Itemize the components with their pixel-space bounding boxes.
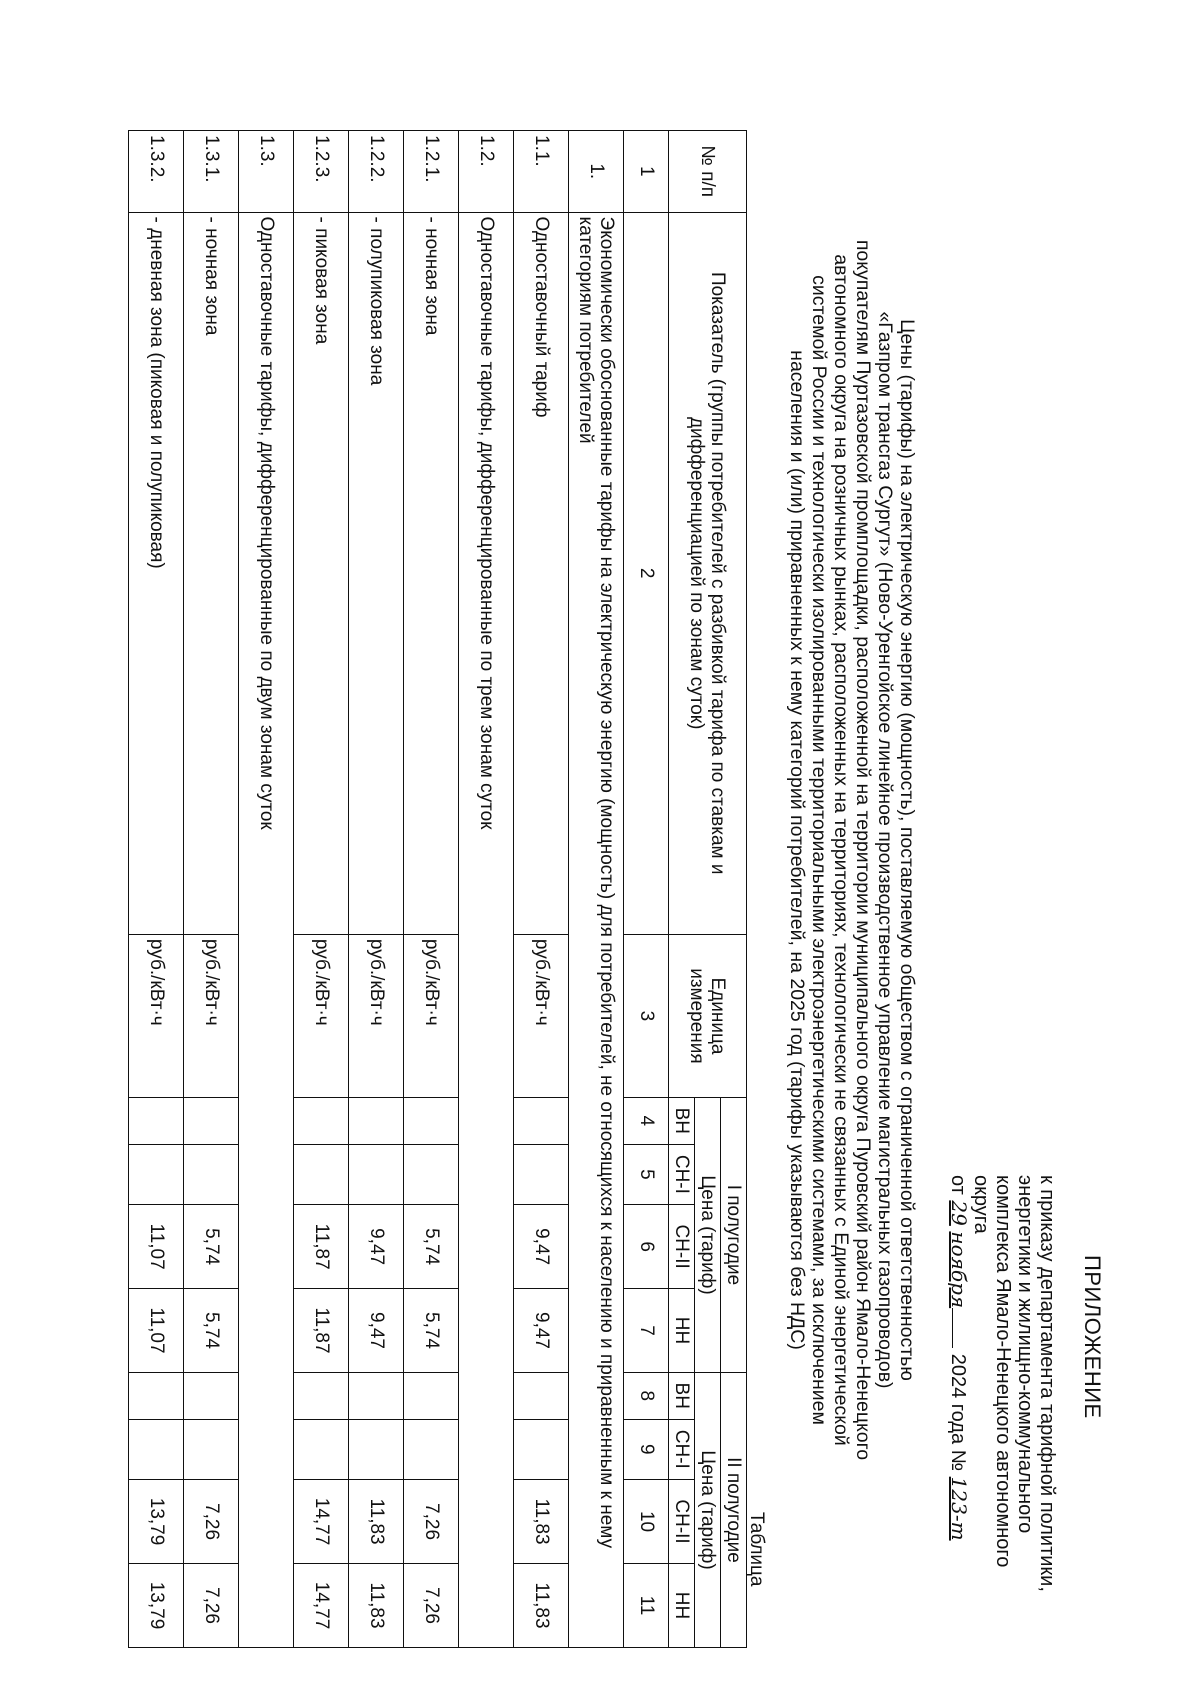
row-unit: руб./кВт·ч bbox=[184, 934, 239, 1097]
cell-value: 11,07 bbox=[129, 1289, 184, 1373]
date-year: 2024 года № bbox=[947, 1353, 969, 1472]
heading-line: населения и (или) приравненных к нему категорий потребителей, на 2025 год (тарифы указываются без НДС) bbox=[786, 350, 808, 1350]
tariff-table bbox=[128, 130, 747, 1648]
cell-value: 9,47 bbox=[349, 1205, 404, 1289]
cell-value bbox=[404, 1419, 459, 1480]
header-level: НН bbox=[669, 1289, 695, 1373]
column-number: 10 bbox=[624, 1480, 669, 1564]
row-num: 1.2.2. bbox=[349, 131, 404, 213]
table-row bbox=[459, 131, 514, 1648]
cell-value: 5,74 bbox=[404, 1289, 459, 1373]
cell-value: 9,47 bbox=[349, 1289, 404, 1373]
row-indicator: - ночная зона bbox=[404, 212, 459, 934]
cell-value bbox=[404, 1098, 459, 1145]
cell-value bbox=[184, 1098, 239, 1145]
cell-value: 11,87 bbox=[294, 1289, 349, 1373]
cell-value bbox=[184, 1419, 239, 1480]
cell-value bbox=[349, 1098, 404, 1145]
header-level: СН-I bbox=[669, 1419, 695, 1480]
table-row bbox=[129, 131, 184, 1648]
row-num: 1.2.1. bbox=[404, 131, 459, 213]
column-number: 2 bbox=[624, 212, 669, 934]
header-level: СН-II bbox=[669, 1205, 695, 1289]
appendix-line: энергетики и жилищно-коммунального bbox=[1014, 1175, 1036, 1534]
header-row bbox=[721, 131, 747, 1648]
row-num: 1.3. bbox=[239, 131, 294, 213]
cell-value bbox=[514, 1144, 569, 1205]
heading-line: Цены (тарифы) на электрическую энергию (мощность), поставляемую обществом с ограниченной ответственностью bbox=[896, 319, 918, 1381]
table-caption: Таблица bbox=[746, 1512, 767, 1587]
row-indicator: Одноставочный тариф bbox=[514, 212, 569, 934]
cell-value: 7,26 bbox=[184, 1563, 239, 1647]
header-num: № п/п bbox=[669, 131, 747, 213]
header-level: НН bbox=[669, 1563, 695, 1647]
date-prefix: от bbox=[947, 1175, 969, 1195]
cell-value bbox=[129, 1144, 184, 1205]
column-number: 11 bbox=[624, 1563, 669, 1647]
appendix-line: к приказу департамента тарифной политики, bbox=[1036, 1175, 1058, 1592]
row-num: 1.3.2. bbox=[129, 131, 184, 213]
cell-value: 11,83 bbox=[514, 1480, 569, 1564]
header-half-1: I полугодие bbox=[721, 1098, 747, 1373]
row-indicator: - ночная зона bbox=[184, 212, 239, 934]
row-num: 1. bbox=[569, 131, 624, 213]
header-price: Цена (тариф) bbox=[695, 1098, 721, 1373]
cell-value: 5,74 bbox=[184, 1205, 239, 1289]
cell-value bbox=[184, 1144, 239, 1205]
row-unit: руб./кВт·ч bbox=[404, 934, 459, 1097]
cell-value bbox=[129, 1098, 184, 1145]
cell-value bbox=[514, 1419, 569, 1480]
appendix-title: ПРИЛОЖЕНИЕ bbox=[1080, 1255, 1105, 1419]
cell-value bbox=[404, 1372, 459, 1419]
column-number: 5 bbox=[624, 1144, 669, 1205]
appendix-date-line bbox=[947, 1175, 970, 1635]
cell-value: 13,79 bbox=[129, 1480, 184, 1564]
appendix-line: комплекса Ямало-Ненецкого автономного bbox=[992, 1175, 1014, 1568]
cell-value: 11,83 bbox=[349, 1480, 404, 1564]
cell-value bbox=[129, 1419, 184, 1480]
cell-value bbox=[404, 1144, 459, 1205]
row-unit: руб./кВт·ч bbox=[514, 934, 569, 1097]
cell-value: 7,26 bbox=[404, 1480, 459, 1564]
row-indicator: - дневная зона (пиковая и полупиковая) bbox=[129, 212, 184, 934]
order-number: 123-т bbox=[947, 1476, 971, 1541]
document-heading bbox=[786, 95, 918, 1605]
row-indicator: - полупиковая зона bbox=[349, 212, 404, 934]
header-level: ВН bbox=[669, 1098, 695, 1145]
table-row bbox=[569, 131, 624, 1648]
cell-value: 11,83 bbox=[514, 1563, 569, 1647]
cell-value bbox=[294, 1419, 349, 1480]
row-num: 1.2. bbox=[459, 131, 514, 213]
header-level: СН-II bbox=[669, 1480, 695, 1564]
header-price: Цена (тариф) bbox=[695, 1372, 721, 1647]
date-day: 29 bbox=[947, 1200, 971, 1226]
cell-value bbox=[184, 1372, 239, 1419]
column-number: 6 bbox=[624, 1205, 669, 1289]
cell-value bbox=[294, 1098, 349, 1145]
cell-value bbox=[514, 1372, 569, 1419]
column-number: 9 bbox=[624, 1419, 669, 1480]
date-month: ноября bbox=[947, 1231, 971, 1309]
cell-value: 11,83 bbox=[349, 1563, 404, 1647]
heading-line: «Газпром трансгаз Сургут» (Ново-Уренгойское линейное производственное управление магистральных газопроводов) bbox=[874, 311, 896, 1389]
table-row bbox=[514, 131, 569, 1648]
cell-value bbox=[294, 1144, 349, 1205]
table-row bbox=[239, 131, 294, 1648]
cell-value: 11,07 bbox=[129, 1205, 184, 1289]
row-unit: руб./кВт·ч bbox=[349, 934, 404, 1097]
section-title: Одноставочные тарифы, дифференцированные по трем зонам суток bbox=[459, 212, 514, 1647]
cell-value bbox=[349, 1144, 404, 1205]
header-half-2: II полугодие bbox=[721, 1372, 747, 1647]
section-title: Экономически обоснованные тарифы на электрическую энергию (мощность) для потребителей, не относящихся к населению и приравненным к нему категориям потребителей bbox=[569, 212, 624, 1647]
header-unit: Единица измерения bbox=[669, 934, 747, 1097]
table-row bbox=[184, 131, 239, 1648]
section-title: Одноставочные тарифы, дифференцированные по двум зонам суток bbox=[239, 212, 294, 1647]
cell-value: 7,26 bbox=[404, 1563, 459, 1647]
table-row bbox=[294, 131, 349, 1648]
row-num: 1.2.3. bbox=[294, 131, 349, 213]
cell-value: 11,87 bbox=[294, 1205, 349, 1289]
column-number: 4 bbox=[624, 1098, 669, 1145]
column-number: 1 bbox=[624, 131, 669, 213]
cell-value: 14,77 bbox=[294, 1563, 349, 1647]
cell-value bbox=[349, 1419, 404, 1480]
cell-value bbox=[294, 1372, 349, 1419]
row-indicator: - пиковая зона bbox=[294, 212, 349, 934]
table-row bbox=[404, 131, 459, 1648]
row-num: 1.3.1. bbox=[184, 131, 239, 213]
row-unit: руб./кВт·ч bbox=[129, 934, 184, 1097]
column-number: 3 bbox=[624, 934, 669, 1097]
column-number: 8 bbox=[624, 1372, 669, 1419]
heading-line: покупателям Пуртазовской промплощадки, расположенной на территории муниципального округа Пуровский район Ямало-Ненецкого bbox=[852, 239, 874, 1461]
cell-value bbox=[514, 1098, 569, 1145]
row-unit: руб./кВт·ч bbox=[294, 934, 349, 1097]
header-indicator: Показатель (группы потребителей с разбивкой тарифа по ставкам и дифференциацией по зонам суток) bbox=[669, 212, 747, 934]
appendix-reference bbox=[947, 1175, 1058, 1635]
row-num: 1.1. bbox=[514, 131, 569, 213]
cell-value bbox=[129, 1372, 184, 1419]
column-number: 7 bbox=[624, 1289, 669, 1373]
cell-value: 5,74 bbox=[184, 1289, 239, 1373]
table-row bbox=[349, 131, 404, 1648]
cell-value: 14,77 bbox=[294, 1480, 349, 1564]
cell-value: 5,74 bbox=[404, 1205, 459, 1289]
cell-value: 7,26 bbox=[184, 1480, 239, 1564]
cell-value: 9,47 bbox=[514, 1289, 569, 1373]
cell-value: 13,79 bbox=[129, 1563, 184, 1647]
cell-value: 9,47 bbox=[514, 1205, 569, 1289]
appendix-line: округа bbox=[970, 1175, 992, 1234]
header-level: СН-I bbox=[669, 1144, 695, 1205]
column-number-row bbox=[624, 131, 669, 1648]
heading-line: системой России и технологически изолированными территориальными электроэнергетическими системами, за исключением bbox=[808, 275, 830, 1425]
cell-value bbox=[349, 1372, 404, 1419]
header-level: ВН bbox=[669, 1372, 695, 1419]
heading-line: автономного округа на розничных рынках, расположенных на территориях, технологически не связанных с Единой энергетической bbox=[830, 254, 852, 1446]
